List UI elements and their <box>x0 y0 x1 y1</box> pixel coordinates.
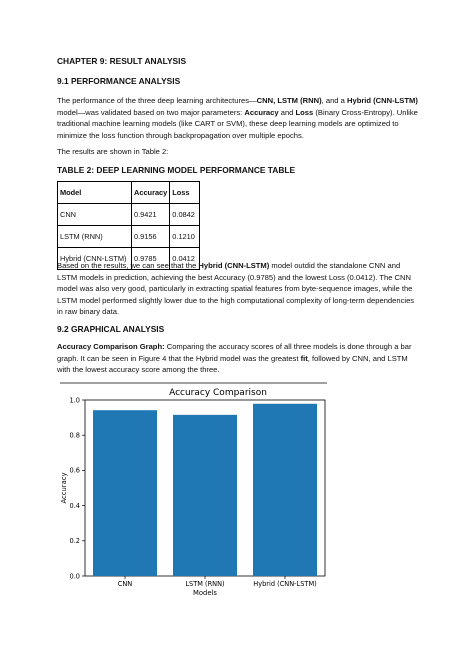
p1-accuracy: Accuracy <box>244 107 279 117</box>
results-intro: The results are shown in Table 2: <box>57 147 169 156</box>
p4-text-b: Comparing the accuracy scores of all three models is done through a bar graph. It can be seen in Figure 4 that the Hybrid model was the greatest <box>57 342 412 363</box>
table-title: TABLE 2: DEEP LEARNING MODEL PERFORMANCE TABLE <box>57 165 296 175</box>
p3-text-c: model outdid the standalone CNN and LSTM models in prediction, achieving the best Accuracy (0.9785) and the lowest Loss (0.0412). The CNN model was also very good, particularly in extracting spatial features from byte-sequence images, while the LSTM model performed slightly lower due to the high computational complexity of long-term dependencies in raw binary data. <box>57 261 415 317</box>
table-header-row <box>58 182 200 204</box>
p3-text-a: Based on the results, we can see that the <box>57 261 199 270</box>
y-tick-label: 0.0 <box>69 572 80 581</box>
chart-plot-area <box>60 396 325 597</box>
p1-text-a: The performance of the three deep learning architectures— <box>57 96 257 105</box>
accuracy-comparison-chart <box>57 380 357 600</box>
table-cell: 0.9421 <box>132 204 170 226</box>
y-tick-label: 1.0 <box>69 396 80 405</box>
p1-loss: Loss <box>295 107 314 117</box>
table-cell: LSTM (RNN) <box>58 226 132 248</box>
table-cell: 0.0412 <box>170 248 200 270</box>
p1-text-e: model—was validated based on two major parameters: <box>57 107 245 117</box>
section-9-1-heading: 9.1 PERFORMANCE ANALYSIS <box>57 76 181 86</box>
table-header-cell: Accuracy <box>132 182 170 204</box>
p4-graph-label: Accuracy Comparison Graph: <box>57 342 165 351</box>
y-axis-label: Accuracy <box>60 472 68 504</box>
y-tick-label: 0.2 <box>69 537 80 546</box>
y-tick-label: 0.8 <box>69 431 80 440</box>
x-tick-label: LSTM (RNN) <box>185 580 225 588</box>
performance-paragraph <box>57 95 422 141</box>
results-discussion <box>57 260 422 318</box>
chapter-title: CHAPTER 9: RESULT ANALYSIS <box>57 56 187 66</box>
bar-0 <box>93 410 157 576</box>
table-cell: 0.0842 <box>170 204 200 226</box>
table-header-cell: Model <box>58 182 132 204</box>
bar-1 <box>173 415 237 576</box>
table-row <box>58 204 200 226</box>
table-cell: CNN <box>58 204 132 226</box>
table-cell: 0.1210 <box>170 226 200 248</box>
table-cell: Hybrid (CNN-LSTM) <box>58 248 132 270</box>
table-row <box>58 226 200 248</box>
table-header-cell: Loss <box>170 182 200 204</box>
p4-fit: fit <box>300 353 308 363</box>
p4-text-d: , followed by CNN, and LSTM with the lowest accuracy score among the three. <box>57 353 408 375</box>
chart-title: Accuracy Comparison <box>169 388 267 398</box>
graph-paragraph <box>57 341 422 376</box>
x-tick-label: Hybrid (CNN-LSTM) <box>253 580 317 588</box>
section-9-2-heading: 9.2 GRAPHICAL ANALYSIS <box>57 324 165 334</box>
y-tick-label: 0.4 <box>69 501 80 510</box>
x-axis-label: Models <box>193 589 217 597</box>
p1-text-c: , and a <box>321 96 347 105</box>
performance-table <box>57 181 200 270</box>
bar-2 <box>253 404 317 576</box>
x-tick-label: CNN <box>117 580 133 588</box>
table-cell: 0.9156 <box>132 226 170 248</box>
p3-hybrid: Hybrid (CNN-LSTM) <box>198 261 270 270</box>
y-tick-label: 0.6 <box>69 466 80 475</box>
p1-text-i: (Binary Cross-Entropy). Unlike traditional machine learning models (like CART or SVM), these deep learning models are optimized to minimize the loss function through backpropagation over multiple epochs. <box>57 107 418 140</box>
table-cell: 0.9785 <box>132 248 170 270</box>
p1-hybrid: Hybrid (CNN-LSTM) <box>346 96 418 105</box>
p1-models: CNN, LSTM (RNN) <box>256 96 322 105</box>
p1-text-g: and <box>278 107 296 117</box>
